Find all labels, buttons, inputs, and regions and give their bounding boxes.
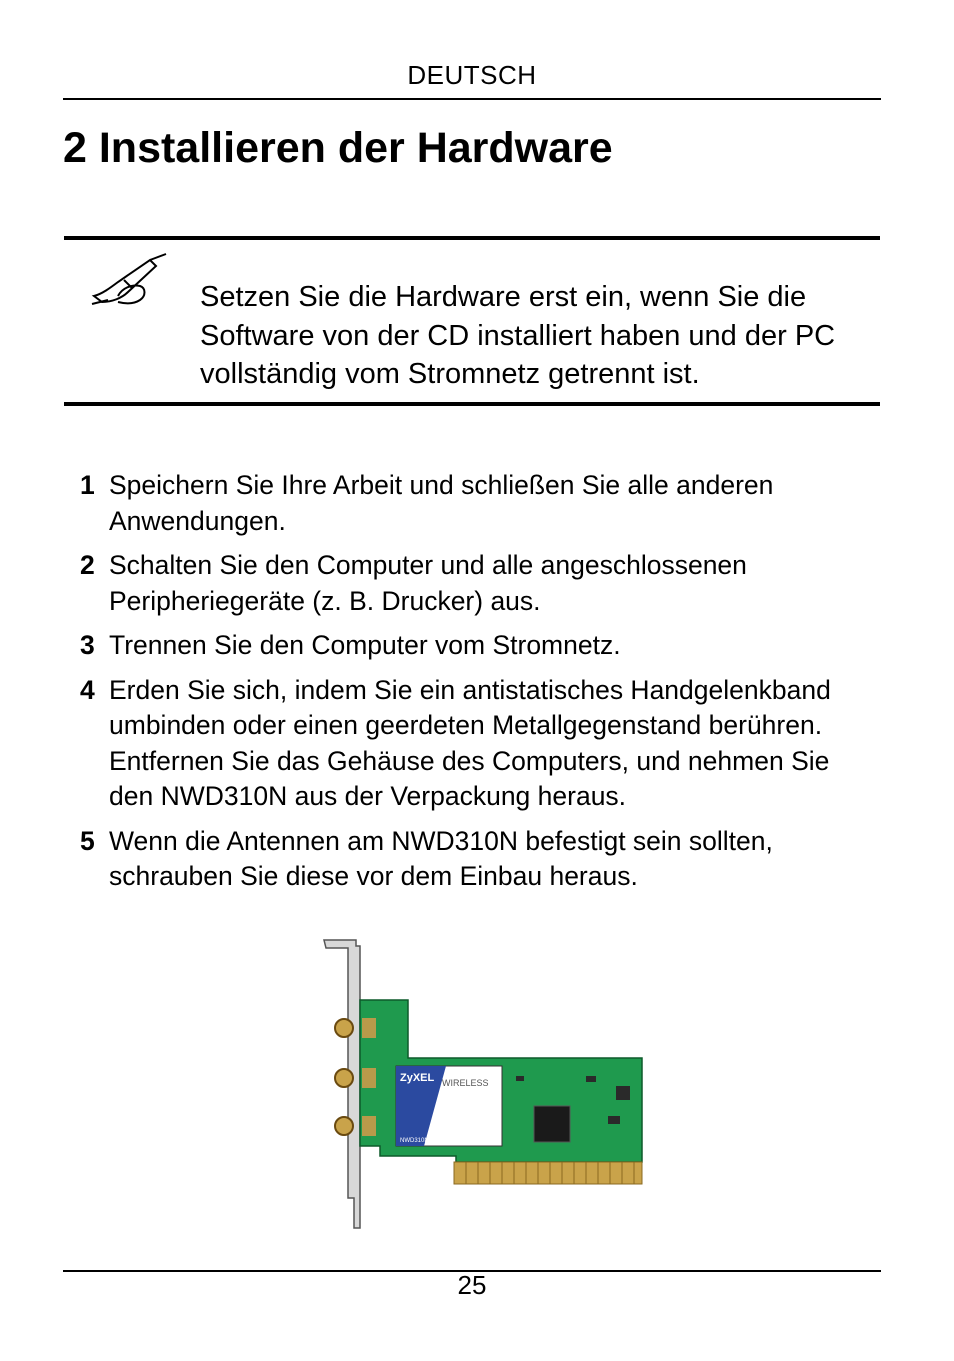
header-rule: [63, 98, 881, 100]
note-text: Setzen Sie die Hardware erst ein, wenn Sie die Software von der CD installiert haben und der PC vollständig vom Stromnetz getrennt ist.: [200, 281, 836, 390]
page-number: 25: [457, 1270, 487, 1300]
installation-steps: [80, 468, 880, 904]
pci-wireless-card-image: [316, 936, 646, 1232]
label-model: NWD310N: [400, 1138, 429, 1144]
step-number: 1: [80, 470, 95, 500]
step-item: [80, 673, 880, 815]
step-item: [80, 628, 880, 664]
step-text: Wenn die Antennen am NWD310N befestigt sein sollten, schrauben Sie diese vor dem Einbau heraus.: [109, 825, 773, 891]
pci-contacts: [454, 1162, 642, 1184]
page-header-language: DEUTSCH: [407, 60, 537, 90]
note-bottom-rule: [64, 402, 880, 406]
chapter-title: 2 Installieren der Hardware: [63, 124, 613, 172]
antenna-connector: [335, 1117, 353, 1135]
step-text: Speichern Sie Ihre Arbeit und schließen Sie alle anderen Anwendungen.: [109, 470, 774, 536]
note-pen-hand-icon: [88, 252, 172, 308]
step-text: Schalten Sie den Computer und alle angeschlossenen Peripheriegeräte (z. B. Drucker) aus.: [109, 550, 747, 616]
step-text: Erden Sie sich, indem Sie ein antistatisches Handgelenkband umbinden oder einen geerdeten Metallgegenstand berühren. Entfernen Sie das Gehäuse des Computers, und nehmen Sie den NWD310N aus der Verpackung heraus.: [109, 674, 831, 811]
step-number: 3: [80, 630, 95, 660]
step-number: 2: [80, 550, 95, 580]
step-number: 5: [80, 825, 95, 856]
step-text: Trennen Sie den Computer vom Stromnetz.: [109, 630, 621, 660]
label-brand: ZyXEL: [400, 1072, 435, 1084]
step-item: [80, 548, 880, 619]
chipset: [534, 1106, 570, 1142]
label-product-line: WIRELESS: [442, 1078, 489, 1088]
note-top-rule: [64, 236, 880, 240]
step-item: [80, 468, 880, 539]
antenna-connector: [335, 1069, 353, 1087]
step-number: 4: [80, 674, 95, 705]
step-item: [80, 824, 880, 895]
antenna-connector: [335, 1019, 353, 1037]
